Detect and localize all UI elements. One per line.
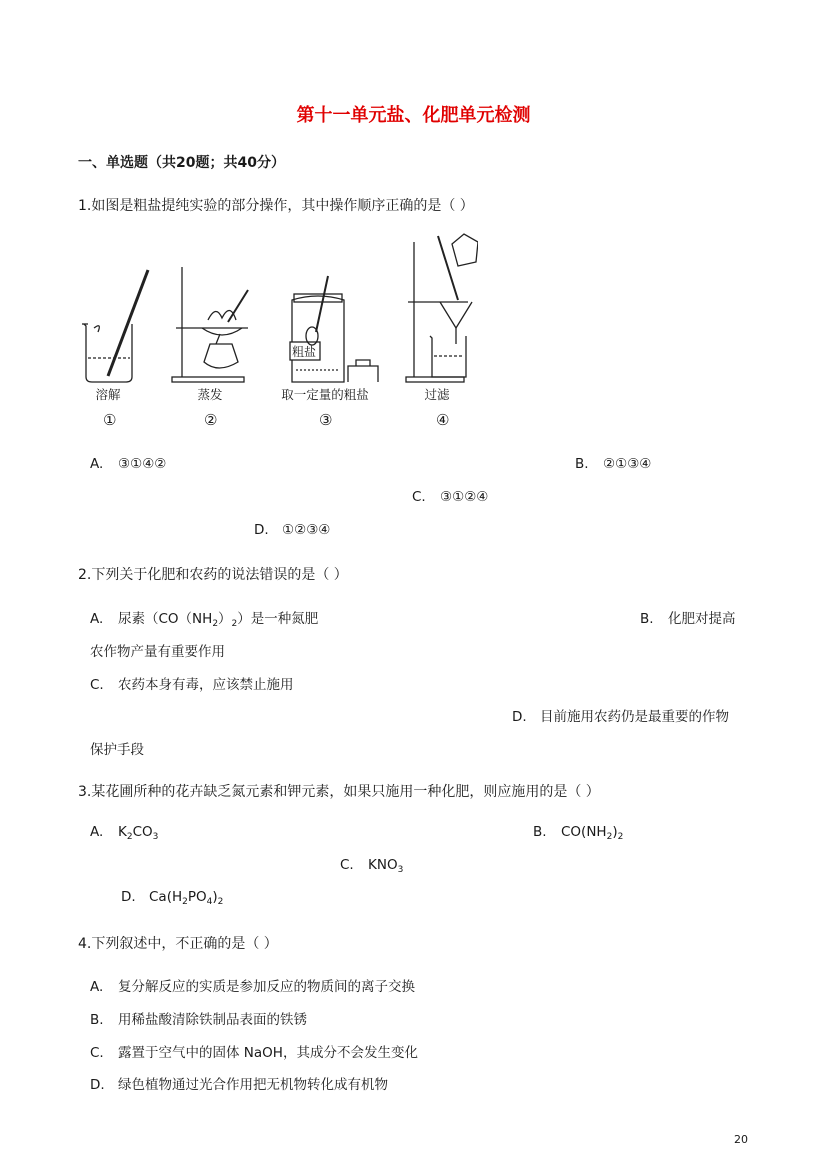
q4-option-b[interactable]	[90, 1008, 307, 1028]
q4-option-d[interactable]	[90, 1073, 388, 1093]
formula-text: CO(NH	[561, 824, 607, 840]
subscript: 2	[231, 619, 238, 629]
option-label: D.	[90, 1077, 105, 1093]
figure-number-2: ②	[204, 411, 218, 429]
q1-option-b[interactable]	[575, 456, 651, 472]
page-number: 20	[734, 1133, 748, 1146]
option-text: ①②③④	[282, 522, 331, 538]
subscript: 2	[217, 897, 224, 907]
dissolving-beaker-drawing	[82, 270, 148, 382]
option-text: ②①③④	[603, 456, 652, 472]
q4-option-c[interactable]	[90, 1041, 418, 1061]
q2-option-d[interactable]	[512, 705, 729, 725]
question-3-stem: 3.某花圃所种的花卉缺乏氮元素和钾元素，如果只施用一种化肥，则应施用的是（ ）	[78, 784, 600, 800]
option-label: B.	[575, 456, 589, 472]
q2-option-b-continued: 农作物产量有重要作用	[90, 644, 225, 660]
option-label: D.	[512, 709, 527, 725]
q2-option-c[interactable]	[90, 673, 294, 693]
subscript: 2	[182, 897, 188, 907]
option-label: D.	[121, 889, 136, 905]
option-label: D.	[254, 522, 269, 538]
q2-option-d-continued: 保护手段	[90, 742, 144, 758]
option-text: ③①④②	[118, 456, 167, 472]
option-text: 目前施用农药仍是最重要的作物	[540, 709, 729, 725]
option-label: B.	[533, 824, 547, 840]
option-label: B.	[640, 611, 654, 627]
q3-option-d[interactable]	[121, 889, 223, 905]
section-heading: 一、单选题（共20题；共40分）	[78, 155, 285, 171]
q2-option-b[interactable]	[640, 607, 736, 627]
option-label: C.	[412, 489, 426, 505]
subscript: 2	[606, 832, 613, 842]
option-text: ）是一种氮肥	[237, 611, 319, 627]
q3-option-c[interactable]	[340, 857, 403, 873]
option-text: 用稀盐酸清除铁制品表面的铁锈	[118, 1012, 307, 1028]
subscript: 3	[397, 865, 404, 875]
figure-number-3: ③	[319, 411, 333, 429]
subscript: 2	[212, 619, 219, 629]
option-label: A.	[90, 611, 104, 627]
option-label: B.	[90, 1012, 104, 1028]
option-text: ）	[218, 611, 232, 627]
formula-text: )	[612, 824, 618, 840]
salt-jar-drawing	[290, 276, 378, 382]
filtration-apparatus-drawing	[406, 234, 478, 382]
evaporation-apparatus-drawing	[172, 267, 248, 382]
formula-text: Ca(H	[149, 889, 183, 905]
option-label: A.	[90, 824, 104, 840]
subscript: 4	[206, 897, 213, 907]
subscript: 2	[617, 832, 624, 842]
option-label: C.	[340, 857, 354, 873]
q1-option-c[interactable]	[412, 489, 488, 505]
question-2-stem: 2.下列关于化肥和农药的说法错误的是（ ）	[78, 567, 348, 583]
figure-number-4: ④	[436, 411, 450, 429]
figure-label-filter: 过滤	[424, 387, 450, 402]
option-label: A.	[90, 979, 104, 995]
option-text: ③①②④	[440, 489, 489, 505]
option-text: 化肥对提高	[668, 611, 736, 627]
figure-label-take-salt: 取一定量的粗盐	[281, 387, 369, 402]
option-label: A.	[90, 456, 104, 472]
formula-text: KNO	[368, 857, 398, 873]
page-title: 第十一单元盐、化肥单元检测	[296, 105, 531, 126]
formula-text: CO	[132, 824, 153, 840]
option-text: 尿素（CO（NH	[118, 611, 213, 627]
formula-text: K	[118, 824, 127, 840]
jar-label: 粗盐	[292, 345, 317, 359]
q3-option-a[interactable]	[90, 824, 158, 840]
subscript: 3	[152, 832, 159, 842]
option-text: 绿色植物通过光合作用把无机物转化成有机物	[118, 1077, 388, 1093]
figure-number-1: ①	[103, 411, 117, 429]
question-4-stem: 4.下列叙述中，不正确的是（ ）	[78, 936, 278, 952]
subscript: 2	[126, 832, 133, 842]
option-text: 农药本身有毒，应该禁止施用	[118, 677, 294, 693]
option-text: 复分解反应的实质是参加反应的物质间的离子交换	[118, 979, 415, 995]
lab-operations-figure	[78, 232, 478, 432]
figure-label-dissolve: 溶解	[95, 387, 121, 402]
q1-option-a[interactable]	[90, 456, 166, 472]
q1-option-d[interactable]	[254, 522, 330, 538]
q2-option-a[interactable]	[90, 607, 318, 627]
option-label: C.	[90, 1045, 104, 1061]
q4-option-a[interactable]	[90, 975, 415, 995]
figure-label-evaporate: 蒸发	[197, 387, 223, 402]
question-1-stem: 1.如图是粗盐提纯实验的部分操作，其中操作顺序正确的是（ ）	[78, 198, 474, 214]
q3-option-b[interactable]	[533, 824, 623, 840]
formula-text: PO	[187, 889, 207, 905]
option-label: C.	[90, 677, 104, 693]
option-text: 露置于空气中的固体 NaOH，其成分不会发生变化	[118, 1045, 418, 1061]
formula-text: )	[212, 889, 218, 905]
